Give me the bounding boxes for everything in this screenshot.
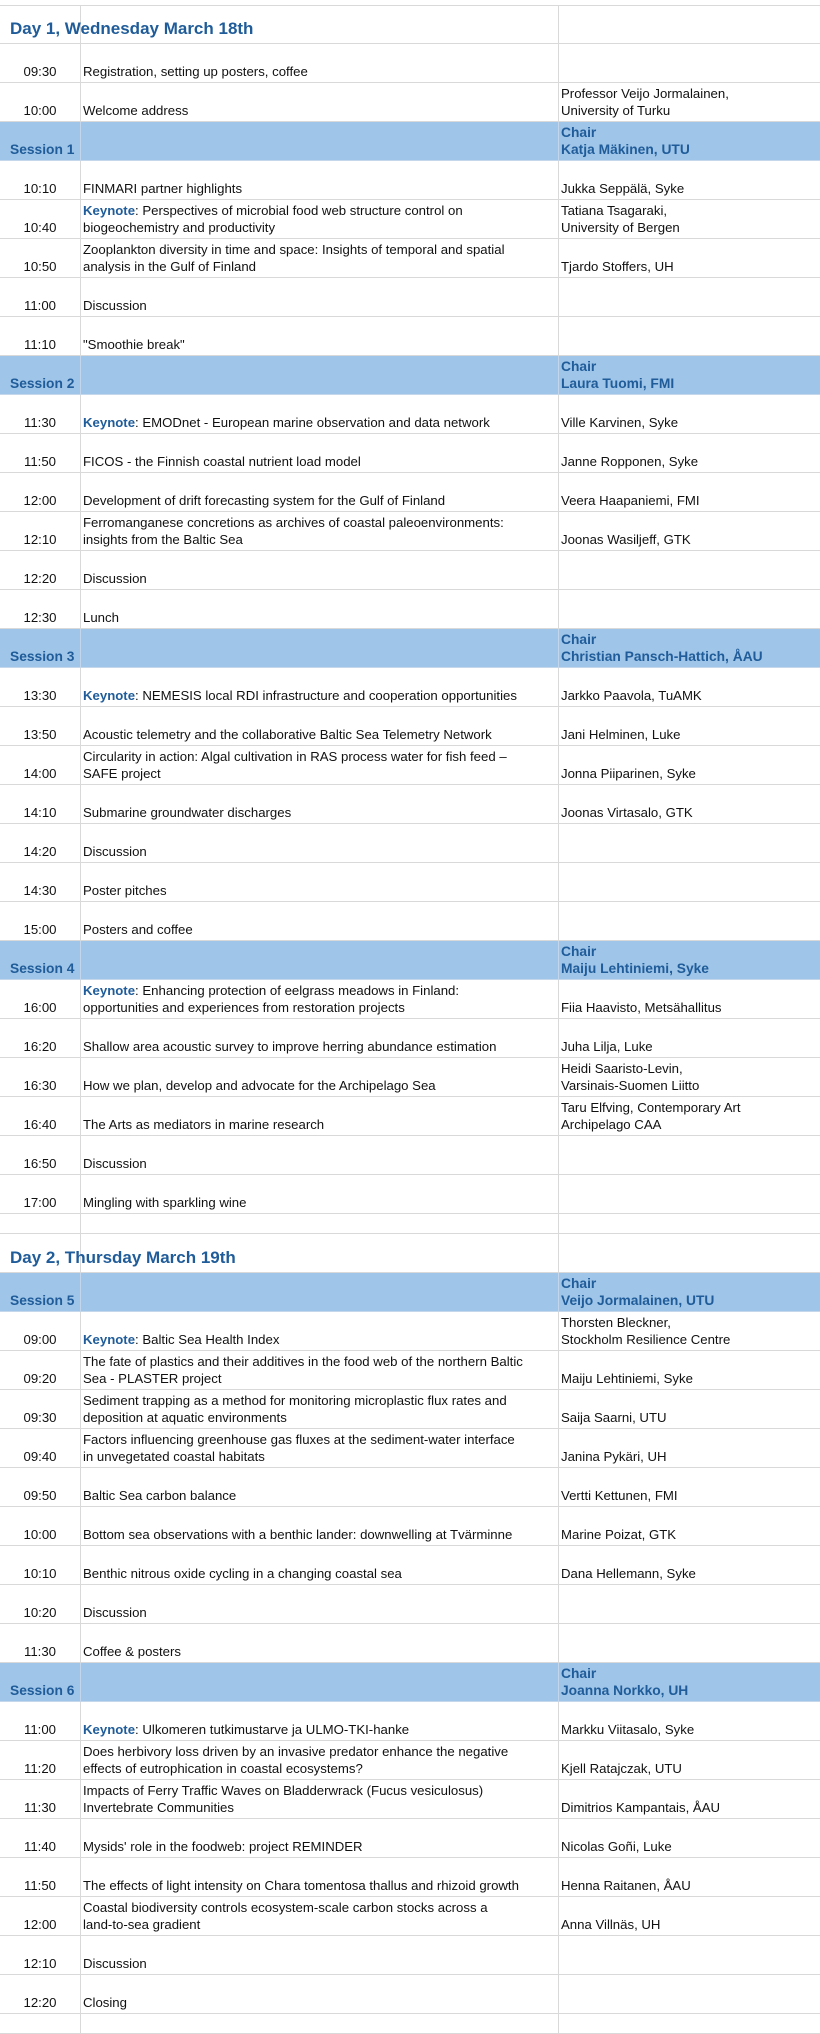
schedule-row xyxy=(0,1507,820,1546)
talk-title-cell xyxy=(83,492,553,509)
time-cell: 09:30 xyxy=(23,1410,57,1425)
session-name: Session 6 xyxy=(10,1683,75,1698)
talk-title-cell xyxy=(83,1743,553,1777)
speaker-cell: Joonas Virtasalo, GTK xyxy=(561,805,693,820)
speaker-cell: Taru Elfving, Contemporary Art Archipelago CAA xyxy=(561,1100,741,1132)
session-header-row xyxy=(0,941,820,980)
schedule-row xyxy=(0,44,820,83)
speaker-cell: Fiia Haavisto, Metsähallitus xyxy=(561,1000,722,1015)
talk-title: Welcome address xyxy=(83,103,189,118)
schedule-row xyxy=(0,863,820,902)
talk-title: Closing xyxy=(83,1995,127,2010)
talk-title: Lunch xyxy=(83,610,119,625)
speaker-cell: Joonas Wasiljeff, GTK xyxy=(561,532,691,547)
time-cell: 16:00 xyxy=(23,1000,57,1015)
time-cell: 17:00 xyxy=(23,1195,57,1210)
talk-title: The fate of plastics and their additives in the food web of the northern Baltic Sea - PLASTER project xyxy=(83,1354,523,1386)
talk-title-cell xyxy=(83,1565,553,1582)
talk-title: Shallow area acoustic survey to improve herring abundance estimation xyxy=(83,1039,497,1054)
time-cell: 14:20 xyxy=(23,844,57,859)
speaker-cell: Veera Haapaniemi, FMI xyxy=(561,493,700,508)
talk-title-cell xyxy=(83,1194,553,1211)
time-cell: 10:20 xyxy=(23,1605,57,1620)
session-name: Session 2 xyxy=(10,376,75,391)
session-header-row xyxy=(0,356,820,395)
time-cell: 12:10 xyxy=(23,1956,57,1971)
schedule-row xyxy=(0,1390,820,1429)
schedule-row xyxy=(0,1702,820,1741)
session-header-row xyxy=(0,629,820,668)
programme-spreadsheet xyxy=(0,5,820,2034)
time-cell: 16:50 xyxy=(23,1156,57,1171)
speaker-cell: Marine Poizat, GTK xyxy=(561,1527,677,1542)
talk-title-cell xyxy=(83,1877,553,1894)
time-cell: 10:50 xyxy=(23,259,57,274)
talk-title-cell xyxy=(83,1431,553,1465)
talk-title-cell xyxy=(83,726,553,743)
time-cell: 10:40 xyxy=(23,220,57,235)
speaker-cell: Janina Pykäri, UH xyxy=(561,1449,667,1464)
talk-title: Sediment trapping as a method for monitoring microplastic flux rates and deposition at aquatic environments xyxy=(83,1393,507,1425)
keynote-label: Keynote xyxy=(83,688,136,703)
talk-title-cell xyxy=(83,921,553,938)
speaker-cell: Jukka Seppälä, Syke xyxy=(561,181,685,196)
talk-title-cell xyxy=(83,570,553,587)
speaker-cell: Ville Karvinen, Syke xyxy=(561,415,679,430)
time-cell: 11:00 xyxy=(23,298,57,313)
talk-title-cell xyxy=(83,63,553,80)
talk-title: Development of drift forecasting system for the Gulf of Finland xyxy=(83,493,446,508)
talk-title: Baltic Sea carbon balance xyxy=(83,1488,237,1503)
talk-title-cell xyxy=(83,453,553,470)
speaker-cell: Markku Viitasalo, Syke xyxy=(561,1722,695,1737)
talk-title-cell xyxy=(83,102,553,119)
session-header-row xyxy=(0,1273,820,1312)
talk-title-cell xyxy=(83,1604,553,1621)
talk-title-cell xyxy=(83,1994,553,2011)
talk-title: Circularity in action: Algal cultivation in RAS process water for fish feed – SAFE project xyxy=(83,749,507,781)
session-chair: Chair Laura Tuomi, FMI xyxy=(561,359,675,391)
speaker-cell: Jonna Piiparinen, Syke xyxy=(561,766,696,781)
time-cell: 12:10 xyxy=(23,532,57,547)
talk-title: Poster pitches xyxy=(83,883,167,898)
time-cell: 10:10 xyxy=(23,181,57,196)
talk-title: Benthic nitrous oxide cycling in a changing coastal sea xyxy=(83,1566,402,1581)
session-header-row xyxy=(0,122,820,161)
speaker-cell: Maiju Lehtiniemi, Syke xyxy=(561,1371,693,1386)
time-cell: 14:10 xyxy=(23,805,57,820)
time-cell: 12:20 xyxy=(23,1995,57,2010)
talk-title: Coastal biodiversity controls ecosystem-scale carbon stocks across a land-to-sea gradient xyxy=(83,1900,488,1932)
talk-title-cell xyxy=(83,1353,553,1387)
schedule-row xyxy=(0,1936,820,1975)
schedule-row xyxy=(0,785,820,824)
talk-title: Discussion xyxy=(83,298,147,313)
talk-title: Does herbivory loss driven by an invasive predator enhance the negative effects of eutrophication in coastal ecosystems? xyxy=(83,1744,509,1776)
talk-title: Discussion xyxy=(83,1956,147,1971)
time-cell: 11:00 xyxy=(23,1722,57,1737)
talk-title-cell xyxy=(83,804,553,821)
talk-title-cell xyxy=(83,1487,553,1504)
blank-row xyxy=(0,1214,820,1234)
schedule-row xyxy=(0,1175,820,1214)
time-cell: 11:10 xyxy=(23,337,57,352)
talk-title: Discussion xyxy=(83,1156,147,1171)
time-cell: 16:40 xyxy=(23,1117,57,1132)
time-cell: 13:30 xyxy=(23,688,57,703)
speaker-cell: Vertti Kettunen, FMI xyxy=(561,1488,678,1503)
schedule-row xyxy=(0,1858,820,1897)
speaker-cell: Saija Saarni, UTU xyxy=(561,1410,667,1425)
schedule-row xyxy=(0,1546,820,1585)
schedule-row xyxy=(0,1741,820,1780)
day-header-row xyxy=(0,1234,820,1273)
time-cell: 12:30 xyxy=(23,610,57,625)
talk-title-cell xyxy=(83,843,553,860)
time-cell: 09:50 xyxy=(23,1488,57,1503)
schedule-row xyxy=(0,1351,820,1390)
talk-title: Zooplankton diversity in time and space: Insights of temporal and spatial analysis in the Gulf of Finland xyxy=(83,242,505,274)
talk-title: Mysids' role in the foodweb: project REMINDER xyxy=(83,1839,363,1854)
keynote-label: Keynote xyxy=(83,983,136,998)
talk-title-cell xyxy=(83,1643,553,1660)
session-chair: Chair Christian Pansch-Hattich, ÅAU xyxy=(561,632,763,664)
talk-title: "Smoothie break" xyxy=(83,337,185,352)
schedule-row xyxy=(0,434,820,473)
talk-title: : Perspectives of microbial food web structure control on biogeochemistry and productivity xyxy=(83,203,463,235)
talk-title: Discussion xyxy=(83,1605,147,1620)
talk-title-cell xyxy=(83,241,553,275)
talk-title: Submarine groundwater discharges xyxy=(83,805,292,820)
schedule-row xyxy=(0,707,820,746)
talk-title-cell xyxy=(83,687,553,704)
time-cell: 09:00 xyxy=(23,1332,57,1347)
schedule-row xyxy=(0,1019,820,1058)
schedule-row xyxy=(0,1780,820,1819)
talk-title-cell xyxy=(83,1955,553,1972)
time-cell: 16:20 xyxy=(23,1039,57,1054)
talk-title: Acoustic telemetry and the collaborative Baltic Sea Telemetry Network xyxy=(83,727,492,742)
schedule-row xyxy=(0,512,820,551)
schedule-row xyxy=(0,1058,820,1097)
keynote-label: Keynote xyxy=(83,1722,136,1737)
time-cell: 11:40 xyxy=(23,1839,57,1854)
schedule-row xyxy=(0,1897,820,1936)
speaker-cell: Tjardo Stoffers, UH xyxy=(561,259,674,274)
talk-title: Coffee & posters xyxy=(83,1644,181,1659)
talk-title-cell xyxy=(83,1838,553,1855)
schedule-row xyxy=(0,83,820,122)
talk-title-cell xyxy=(83,882,553,899)
speaker-cell: Jani Helminen, Luke xyxy=(561,727,681,742)
time-cell: 11:30 xyxy=(23,415,57,430)
schedule-row xyxy=(0,746,820,785)
session-header-row xyxy=(0,1663,820,1702)
day-title: Day 2, Thursday March 19th xyxy=(10,1248,236,1267)
talk-title: Posters and coffee xyxy=(83,922,193,937)
talk-title: Discussion xyxy=(83,571,147,586)
speaker-cell: Thorsten Bleckner, Stockholm Resilience Centre xyxy=(561,1315,731,1347)
speaker-cell: Nicolas Goñi, Luke xyxy=(561,1839,672,1854)
schedule-row xyxy=(0,1585,820,1624)
talk-title: FINMARI partner highlights xyxy=(83,181,243,196)
talk-title-cell xyxy=(83,1038,553,1055)
schedule-row xyxy=(0,668,820,707)
talk-title-cell xyxy=(83,1782,553,1816)
schedule-row xyxy=(0,200,820,239)
session-name: Session 5 xyxy=(10,1293,75,1308)
schedule-row xyxy=(0,1097,820,1136)
speaker-cell: Heidi Saaristo-Levin, Varsinais-Suomen Liitto xyxy=(561,1061,700,1093)
schedule-row xyxy=(0,824,820,863)
talk-title-cell xyxy=(83,180,553,197)
talk-title-cell xyxy=(83,1155,553,1172)
keynote-label: Keynote xyxy=(83,203,136,218)
talk-title: Impacts of Ferry Traffic Waves on Bladderwrack (Fucus vesiculosus) Invertebrate Communities xyxy=(83,1783,484,1815)
talk-title: Registration, setting up posters, coffee xyxy=(83,64,308,79)
schedule-row xyxy=(0,1819,820,1858)
session-name: Session 4 xyxy=(10,961,75,976)
talk-title-cell xyxy=(83,1899,553,1933)
speaker-cell: Jarkko Paavola, TuAMK xyxy=(561,688,702,703)
speaker-cell: Janne Ropponen, Syke xyxy=(561,454,699,469)
talk-title: Bottom sea observations with a benthic lander: downwelling at Tvärminne xyxy=(83,1527,513,1542)
talk-title: : Ulkomeren tutkimustarve ja ULMO-TKI-hanke xyxy=(135,1722,410,1737)
session-name: Session 3 xyxy=(10,649,75,664)
session-chair: Chair Maiju Lehtiniemi, Syke xyxy=(561,944,709,976)
talk-title: Mingling with sparkling wine xyxy=(83,1195,247,1210)
talk-title: Factors influencing greenhouse gas fluxes at the sediment-water interface in unvegetated coastal habitats xyxy=(83,1432,515,1464)
session-chair: Chair Veijo Jormalainen, UTU xyxy=(561,1276,715,1308)
time-cell: 13:50 xyxy=(23,727,57,742)
talk-title: The effects of light intensity on Chara tomentosa thallus and rhizoid growth xyxy=(83,1878,519,1893)
schedule-row xyxy=(0,473,820,512)
speaker-cell: Dana Hellemann, Syke xyxy=(561,1566,696,1581)
talk-title-cell xyxy=(83,1526,553,1543)
time-cell: 11:50 xyxy=(23,454,57,469)
talk-title-cell xyxy=(83,748,553,782)
schedule-row xyxy=(0,1468,820,1507)
schedule-row xyxy=(0,1136,820,1175)
blank-row xyxy=(0,2014,820,2034)
talk-title-cell xyxy=(83,202,553,236)
talk-title: : Baltic Sea Health Index xyxy=(135,1332,280,1347)
talk-title-cell xyxy=(83,414,553,431)
talk-title: FICOS - the Finnish coastal nutrient load model xyxy=(83,454,361,469)
speaker-cell: Anna Villnäs, UH xyxy=(561,1917,661,1932)
talk-title: How we plan, develop and advocate for the Archipelago Sea xyxy=(83,1078,436,1093)
talk-title: Ferromanganese concretions as archives of coastal paleoenvironments: insights from the Baltic Sea xyxy=(83,515,504,547)
schedule-row xyxy=(0,590,820,629)
time-cell: 11:30 xyxy=(23,1644,57,1659)
speaker-cell: Kjell Ratajczak, UTU xyxy=(561,1761,682,1776)
talk-title-cell xyxy=(83,514,553,548)
time-cell: 11:20 xyxy=(23,1761,57,1776)
speaker-cell: Henna Raitanen, ÅAU xyxy=(561,1878,691,1893)
time-cell: 11:50 xyxy=(23,1878,57,1893)
talk-title-cell xyxy=(83,336,553,353)
schedule-row xyxy=(0,1624,820,1663)
schedule-row xyxy=(0,1975,820,2014)
talk-title: : Enhancing protection of eelgrass meadows in Finland: opportunities and experiences from restoration projects xyxy=(83,983,460,1015)
session-name: Session 1 xyxy=(10,142,75,157)
time-cell: 10:10 xyxy=(23,1566,57,1581)
talk-title-cell xyxy=(83,1331,553,1348)
talk-title-cell xyxy=(83,1116,553,1133)
talk-title: The Arts as mediators in marine research xyxy=(83,1117,325,1132)
talk-title: : NEMESIS local RDI infrastructure and cooperation opportunities xyxy=(135,688,517,703)
schedule-row xyxy=(0,278,820,317)
time-cell: 09:30 xyxy=(23,64,57,79)
keynote-label: Keynote xyxy=(83,415,136,430)
talk-title: : EMODnet - European marine observation and data network xyxy=(135,415,490,430)
time-cell: 09:40 xyxy=(23,1449,57,1464)
schedule-row xyxy=(0,902,820,941)
speaker-cell: Juha Lilja, Luke xyxy=(561,1039,653,1054)
session-chair: Chair Katja Mäkinen, UTU xyxy=(561,125,690,157)
schedule-row xyxy=(0,239,820,278)
session-chair: Chair Joanna Norkko, UH xyxy=(561,1666,689,1698)
time-cell: 16:30 xyxy=(23,1078,57,1093)
time-cell: 09:20 xyxy=(23,1371,57,1386)
day-title: Day 1, Wednesday March 18th xyxy=(10,19,254,38)
time-cell: 14:00 xyxy=(23,766,57,781)
time-cell: 12:00 xyxy=(23,493,57,508)
talk-title-cell xyxy=(83,609,553,626)
time-cell: 11:30 xyxy=(23,1800,57,1815)
time-cell: 15:00 xyxy=(23,922,57,937)
keynote-label: Keynote xyxy=(83,1332,136,1347)
day-header-row xyxy=(0,5,820,44)
schedule-row xyxy=(0,551,820,590)
speaker-cell: Dimitrios Kampantais, ÅAU xyxy=(561,1800,721,1815)
schedule-row xyxy=(0,1429,820,1468)
talk-title: Discussion xyxy=(83,844,147,859)
schedule-row xyxy=(0,161,820,200)
talk-title-cell xyxy=(83,297,553,314)
schedule-row xyxy=(0,395,820,434)
talk-title-cell xyxy=(83,1077,553,1094)
schedule-row xyxy=(0,980,820,1019)
talk-title-cell xyxy=(83,1392,553,1426)
speaker-cell: Tatiana Tsagaraki, University of Bergen xyxy=(561,203,680,235)
time-cell: 10:00 xyxy=(23,103,57,118)
time-cell: 12:20 xyxy=(23,571,57,586)
schedule-row xyxy=(0,317,820,356)
schedule-row xyxy=(0,1312,820,1351)
time-cell: 14:30 xyxy=(23,883,57,898)
speaker-cell: Professor Veijo Jormalainen, University of Turku xyxy=(561,86,729,118)
time-cell: 12:00 xyxy=(23,1917,57,1932)
talk-title-cell xyxy=(83,1721,553,1738)
time-cell: 10:00 xyxy=(23,1527,57,1542)
talk-title-cell xyxy=(83,982,553,1016)
